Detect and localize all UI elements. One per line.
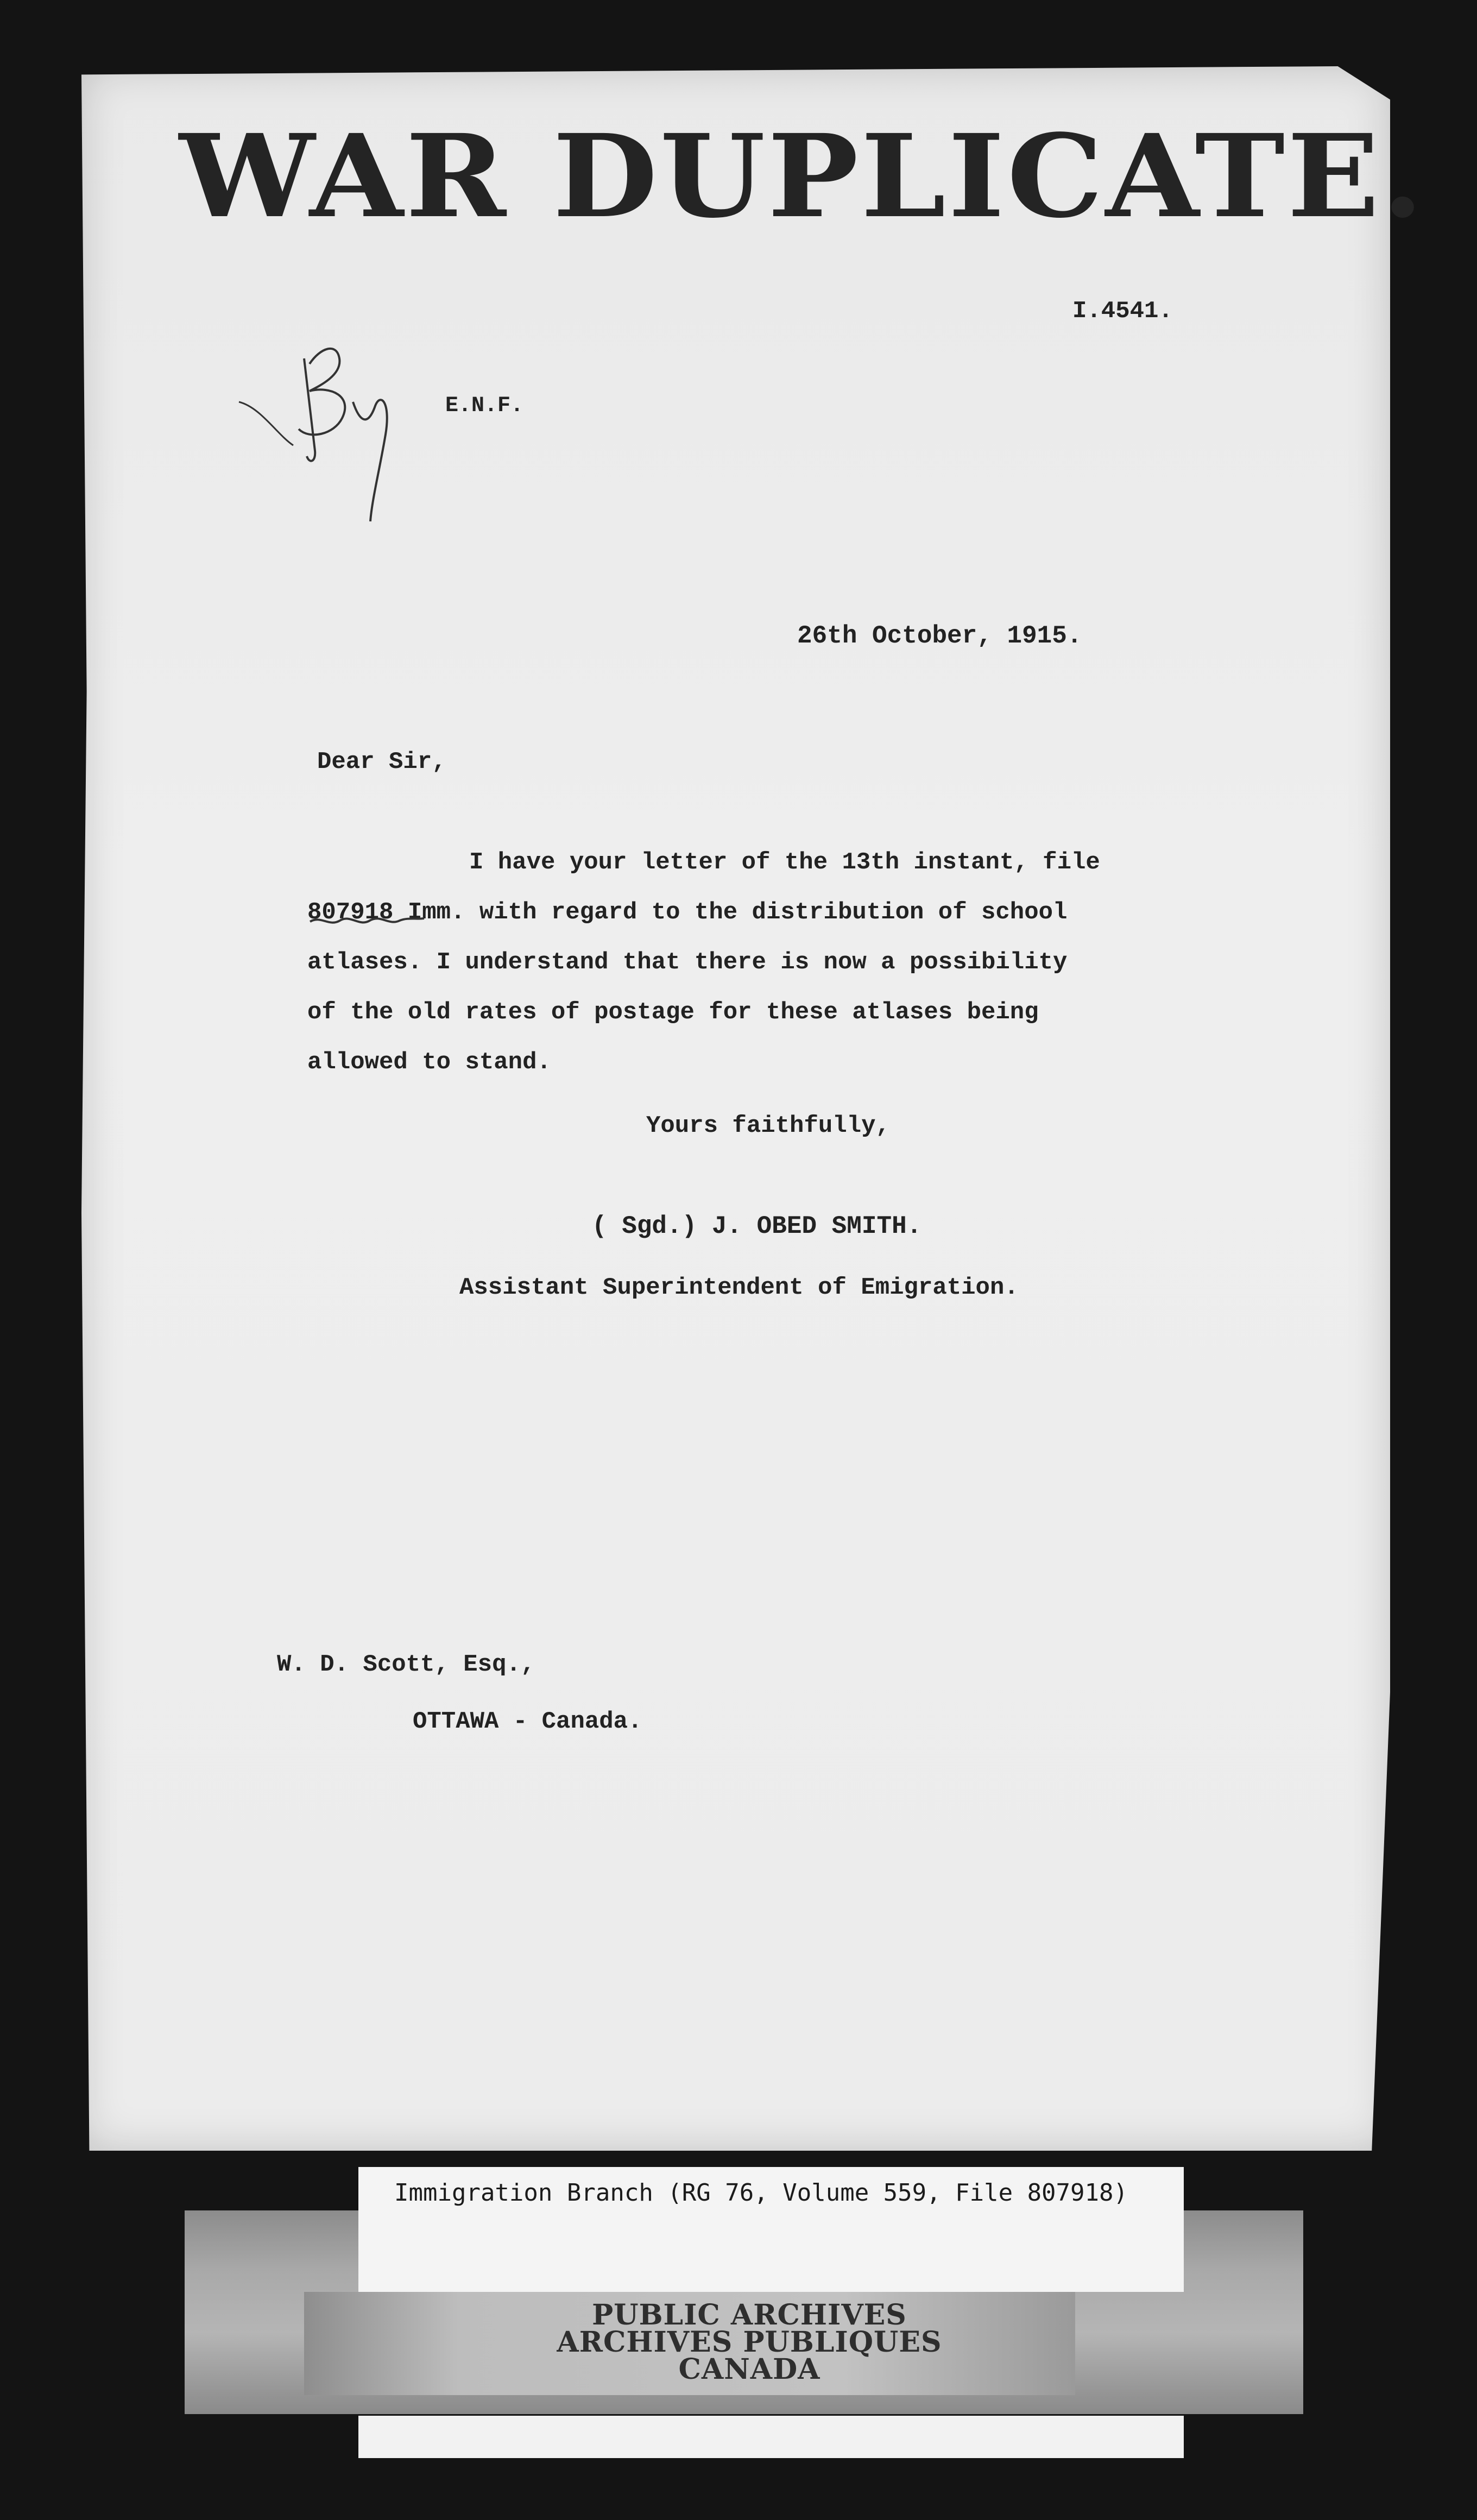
archive-label: Immigration Branch (RG 76, Volume 559, File 807918) xyxy=(394,2179,1128,2207)
closing-line: Yours faithfully, xyxy=(646,1112,890,1139)
handwritten-initials-mark xyxy=(228,326,440,532)
salutation: Dear Sir, xyxy=(317,748,446,776)
reference-number: I.4541. xyxy=(1072,298,1173,325)
stamp-line-2: ARCHIVES PUBLIQUES xyxy=(557,2326,942,2359)
signature-line: ( Sgd.) J. OBED SMITH. xyxy=(592,1212,922,1240)
body-line-2: 807918 Imm. with regard to the distribution of school xyxy=(307,899,1068,926)
handwritten-underline xyxy=(307,910,427,931)
recipient-name: W. D. Scott, Esq., xyxy=(277,1651,535,1678)
typed-initials: E.N.F. xyxy=(445,394,524,418)
body-line-3: atlases. I understand that there is now a possibility xyxy=(307,949,1068,976)
body-line-1: I have your letter of the 13th instant, file xyxy=(469,849,1100,876)
stamp-line-3: CANADA xyxy=(678,2353,820,2386)
recipient-place: OTTAWA - Canada. xyxy=(413,1708,642,1735)
signer-title: Assistant Superintendent of Emigration. xyxy=(459,1274,1019,1301)
body-line-4: of the old rates of postage for these atlases being xyxy=(307,999,1039,1026)
stamp-line-1: PUBLIC ARCHIVES xyxy=(592,2298,907,2332)
letterhead-title: WAR DUPLICATE. xyxy=(179,109,1426,243)
archive-stamp xyxy=(521,2298,977,2386)
letter-date: 26th October, 1915. xyxy=(797,622,1082,650)
letter-body xyxy=(307,837,1274,1087)
body-line-5: allowed to stand. xyxy=(307,1049,551,1076)
bottom-label-strip xyxy=(358,2416,1184,2458)
